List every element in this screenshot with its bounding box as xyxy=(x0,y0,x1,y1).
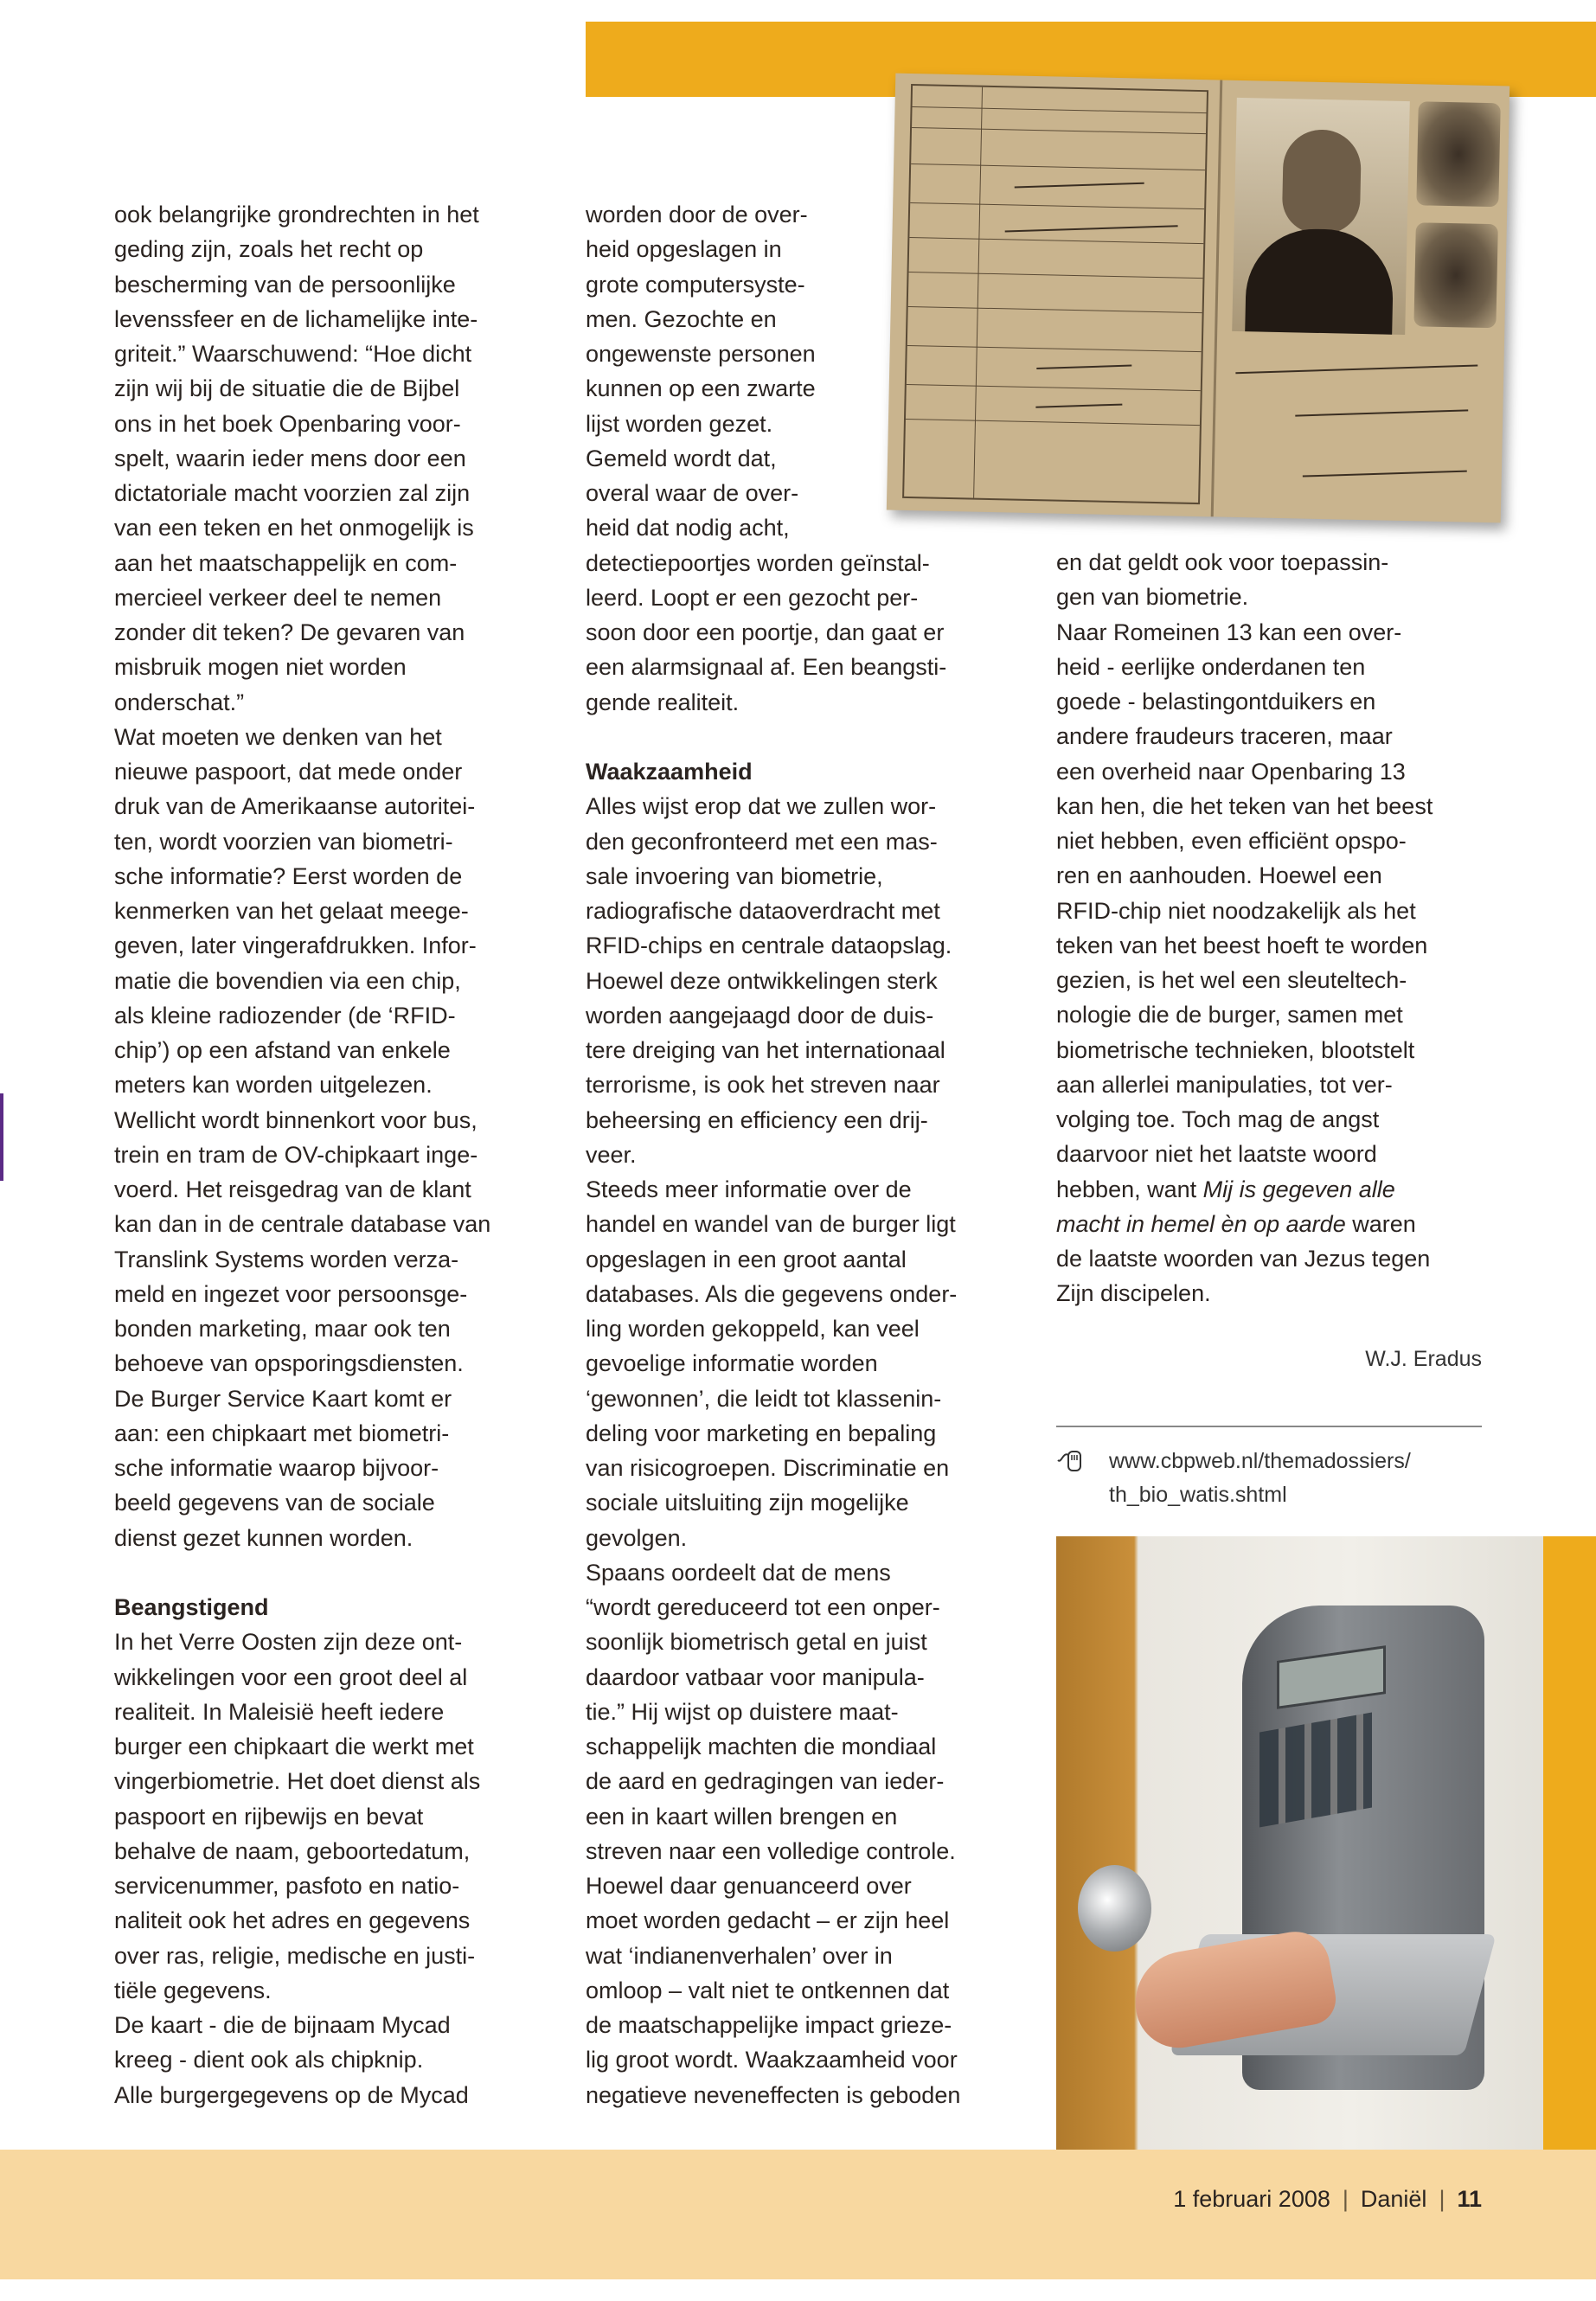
page-edge-marker xyxy=(0,1093,3,1181)
text-line: beeld gegevens van de sociale xyxy=(114,1490,435,1516)
handwriting xyxy=(1036,365,1131,369)
separator: | xyxy=(1439,2186,1445,2212)
text-line: RFID-chips en centrale dataopslag. xyxy=(586,933,952,959)
handwriting xyxy=(1015,183,1144,189)
text-line: levenssfeer en de lichamelijke inte- xyxy=(114,305,478,332)
text-line: ons in het boek Openbaring voor- xyxy=(114,410,461,437)
text-line: detectiepoortjes worden geïnstal- xyxy=(586,549,930,576)
footer-text xyxy=(1173,2186,1482,2213)
reference-link[interactable] xyxy=(1109,1445,1411,1512)
text-line: tere dreiging van het internationaal xyxy=(586,1037,945,1063)
text-line: aan het maatschappelijk en com- xyxy=(114,549,458,576)
scanner-keypad xyxy=(1259,1713,1372,1828)
text-line: Alles wijst erop dat we zullen wor- xyxy=(586,793,937,820)
text-line: misbruik mogen niet worden xyxy=(114,654,407,681)
text-line: zonder dit teken? De gevaren van xyxy=(114,619,465,645)
text-line: realiteit. In Maleisië heeft iedere xyxy=(114,1698,445,1725)
section-heading: Beangstigend xyxy=(114,1594,269,1620)
text-line: sche informatie? Eerst worden de xyxy=(114,862,463,889)
text-line: gen van biometrie. xyxy=(1056,584,1249,611)
page-number: 11 xyxy=(1457,2186,1482,2212)
text-line: leerd. Loopt er een gezocht per- xyxy=(586,584,919,611)
handwriting xyxy=(1035,404,1122,408)
text-line: de aard en gedragingen van ieder- xyxy=(586,1768,945,1795)
text-line: vingerbiometrie. Het doet dienst als xyxy=(114,1768,481,1795)
text-line: De Burger Service Kaart komt er xyxy=(114,1385,452,1412)
link-line-2[interactable]: th_bio_watis.shtml xyxy=(1109,1483,1287,1507)
text-line: nologie die de burger, samen met xyxy=(1056,1002,1403,1029)
text-line: biometrische technieken, blootstelt xyxy=(1056,1036,1415,1063)
text-line: tie.” Hij wijst op duistere maat- xyxy=(586,1698,899,1725)
text-line: een alarmsignaal af. Een beangsti- xyxy=(586,654,947,681)
section-heading: Waakzaamheid xyxy=(586,759,753,785)
text-line: een overheid naar Openbaring 13 xyxy=(1056,758,1406,785)
form-row xyxy=(913,106,1207,113)
hand-scanner-photo xyxy=(1056,1536,1549,2150)
text-line: Hoewel daar genuanceerd over xyxy=(586,1873,912,1899)
text-line: ren en aanhouden. Hoewel een xyxy=(1056,862,1382,889)
text-line: behalve de naam, geboortedatum, xyxy=(114,1837,471,1864)
text-line: over ras, religie, medische en justi- xyxy=(114,1942,476,1969)
text-line: heid - eerlijke onderdanen ten xyxy=(1056,653,1366,680)
text-line: een in kaart willen brengen en xyxy=(586,1803,898,1830)
form-row xyxy=(912,127,1206,134)
text-line xyxy=(1056,1207,1484,1241)
text-line: streven naar een volledige controle. xyxy=(586,1837,956,1864)
text-line: teken van het beest hoeft te worden xyxy=(1056,932,1428,958)
text-line: paspoort en rijbewijs en bevat xyxy=(114,1803,424,1830)
text-line: veer. xyxy=(586,1141,637,1168)
text-line: meters kan worden uitgelezen. xyxy=(114,1072,433,1099)
text-line: overal waar de over- xyxy=(586,480,799,506)
page-footer xyxy=(0,2150,1596,2279)
text-line: volging toe. Toch mag de angst xyxy=(1056,1106,1380,1132)
text-line: sociale uitsluiting zijn mogelijke xyxy=(586,1490,909,1516)
text-line: Steeds meer informatie over de xyxy=(586,1176,912,1202)
author-byline: W.J. Eradus xyxy=(1365,1347,1482,1371)
text-line: lijst worden gezet. xyxy=(586,410,773,437)
mouse-icon xyxy=(1056,1446,1087,1477)
text-line: heid dat nodig acht, xyxy=(586,515,790,542)
text-line: Alle burgergegevens op de Mycad xyxy=(114,2081,469,2108)
text-line: daarvoor niet het laatste woord xyxy=(1056,1141,1377,1168)
text-line: chip’) op een afstand van enkele xyxy=(114,1037,451,1063)
text-line: Translink Systems worden verza- xyxy=(114,1246,459,1272)
text-line: ling worden gekoppeld, kan veel xyxy=(586,1316,920,1342)
separator: | xyxy=(1342,2186,1349,2212)
text-line: lig groot wordt. Waakzaamheid voor xyxy=(586,2047,958,2073)
form-row xyxy=(911,163,1205,170)
text-line: schappelijk machten die mondiaal xyxy=(586,1734,937,1759)
portrait-photo xyxy=(1232,98,1410,335)
text-line: servicenummer, pasfoto en natio- xyxy=(114,1873,460,1899)
text-line: kreeg - dient ook als chipknip. xyxy=(114,2047,424,2073)
text-line: daardoor vatbaar voor manipula- xyxy=(586,1663,925,1690)
text-line: Naar Romeinen 13 kan een over- xyxy=(1056,619,1402,645)
text-line: kunnen op een zwarte xyxy=(586,375,816,402)
text-line: meld en ingezet voor persoonsge- xyxy=(114,1280,468,1307)
text-line: bonden marketing, maar ook ten xyxy=(114,1316,451,1342)
text-line: andere fraudeurs traceren, maar xyxy=(1056,723,1393,750)
portrait-head xyxy=(1282,129,1362,234)
text-line: moet worden gedacht – er zijn heel xyxy=(586,1907,950,1934)
text-line: grote computersyste- xyxy=(586,271,805,298)
article-column-3 xyxy=(1056,545,1484,1311)
text-line: negatieve neveneffecten is geboden xyxy=(586,2081,961,2108)
text-line: als kleine radiozender (de ‘RFID- xyxy=(114,1002,456,1029)
fingerprint xyxy=(1413,222,1497,328)
blank-line xyxy=(586,720,1014,754)
handwriting xyxy=(1005,225,1178,232)
side-accent-strip xyxy=(1543,1536,1596,2150)
text-segment: hebben, want xyxy=(1056,1176,1203,1202)
text-line: Zijn discipelen. xyxy=(1056,1280,1211,1307)
article-column-2 xyxy=(586,197,1014,2112)
text-line: trein en tram de OV-chipkaart inge- xyxy=(114,1141,478,1168)
text-line: dienst gezet kunnen worden. xyxy=(114,1524,413,1551)
signature xyxy=(1235,364,1477,374)
text-line: mercieel verkeer deel te nemen xyxy=(114,584,442,611)
text-line: Spaans oordeelt dat de mens xyxy=(586,1559,891,1586)
text-line: wikkelingen voor een groot deel al xyxy=(114,1663,468,1690)
text-line: burger een chipkaart die werkt met xyxy=(114,1734,474,1759)
text-line: worden door de over- xyxy=(586,202,808,228)
door-knob xyxy=(1078,1865,1151,1952)
text-line: terrorisme, is ook het streven naar xyxy=(586,1072,940,1099)
text-line: Wellicht wordt binnenkort voor bus, xyxy=(114,1106,478,1133)
text-line: bescherming van de persoonlijke xyxy=(114,271,456,298)
text-line: ongewenste personen xyxy=(586,341,816,367)
signature xyxy=(1295,409,1468,416)
text-line: gende realiteit. xyxy=(586,689,740,715)
text-line: opgeslagen in een groot aantal xyxy=(586,1246,907,1272)
text-line: gevolgen. xyxy=(586,1524,688,1551)
text-line: druk van de Amerikaanse autoritei- xyxy=(114,793,476,820)
text-line: sale invoering van biometrie, xyxy=(586,862,883,889)
text-line: beheersing en efficiency een drij- xyxy=(586,1106,928,1133)
text-line xyxy=(1056,1172,1484,1207)
text-line: “wordt gereduceerd tot een onper- xyxy=(586,1594,940,1620)
text-line: en dat geldt ook voor toepassin- xyxy=(1056,549,1389,575)
link-line-1[interactable]: www.cbpweb.nl/themadossiers/ xyxy=(1109,1449,1411,1473)
signature xyxy=(1303,471,1467,478)
text-line: tiële gegevens. xyxy=(114,1977,272,2003)
text-line: niet hebben, even efficiënt opspo- xyxy=(1056,828,1407,854)
fingerprint xyxy=(1416,101,1500,207)
text-line: omloop – valt niet te ontkennen dat xyxy=(586,1977,950,2003)
text-line: matie die bovendien via een chip, xyxy=(114,967,461,994)
text-line: geven, later vingerafdrukken. Infor- xyxy=(114,933,477,959)
text-line: griteit.” Waarschuwend: “Hoe dicht xyxy=(114,341,472,367)
text-line: handel en wandel van de burger ligt xyxy=(586,1211,956,1238)
text-line: ook belangrijke grondrechten in het xyxy=(114,202,479,228)
text-line: den geconfronteerd met een mas- xyxy=(586,828,938,855)
text-line: goede - belastingontduikers en xyxy=(1056,689,1376,715)
text-line: Gemeld wordt dat, xyxy=(586,445,777,471)
text-line: dictatoriale macht voorzien zal zijn xyxy=(114,480,471,506)
article-column-1 xyxy=(114,197,542,2112)
text-line: men. Gezochte en xyxy=(586,305,777,332)
passport-fold xyxy=(1211,80,1223,516)
text-line: wat ‘indianenverhalen’ over in xyxy=(586,1942,893,1969)
text-line: deling voor marketing en bepaling xyxy=(586,1420,937,1446)
text-line: onderschat.” xyxy=(114,689,245,715)
text-line: soonlijk biometrisch getal en juist xyxy=(586,1629,927,1656)
text-line: nieuwe paspoort, dat mede onder xyxy=(114,759,463,785)
text-line: worden aangejaagd door de duis- xyxy=(586,1002,934,1029)
issue-date: 1 februari 2008 xyxy=(1173,2186,1330,2212)
text-line: Wat moeten we denken van het xyxy=(114,723,442,750)
text-line: zijn wij bij de situatie die de Bijbel xyxy=(114,375,460,402)
text-line: voerd. Het reisgedrag van de klant xyxy=(114,1176,471,1202)
text-line: aan: een chipkaart met biometri- xyxy=(114,1420,450,1446)
text-line: spelt, waarin ieder mens door een xyxy=(114,445,466,471)
text-line: geding zijn, zoals het recht op xyxy=(114,236,424,263)
text-line: Hoewel deze ontwikkelingen sterk xyxy=(586,967,938,994)
text-line: De kaart - die de bijnaam Mycad xyxy=(114,2012,451,2038)
divider xyxy=(1056,1426,1482,1427)
text-line: radiografische dataoverdracht met xyxy=(586,898,940,924)
portrait-body xyxy=(1245,228,1394,335)
text-line: kan dan in de centrale database van xyxy=(114,1211,491,1238)
text-line: van een teken en het onmogelijk is xyxy=(114,515,474,542)
text-line: In het Verre Oosten zijn deze ont- xyxy=(114,1629,463,1656)
text-line: naliteit ook het adres en gegevens xyxy=(114,1907,471,1934)
text-segment: waren xyxy=(1345,1210,1416,1237)
magazine-name: Daniël xyxy=(1360,2186,1427,2212)
text-line: databases. Als die gegevens onder- xyxy=(586,1280,958,1307)
text-line: de maatschappelijke impact grieze- xyxy=(586,2012,952,2038)
text-line: soon door een poortje, dan gaat er xyxy=(586,619,945,645)
text-line: RFID-chip niet noodzakelijk als het xyxy=(1056,897,1416,924)
text-line: aan allerlei manipulaties, tot ver- xyxy=(1056,1071,1393,1098)
italic-quote: macht in hemel èn op aarde xyxy=(1056,1210,1346,1237)
text-line: van risicogroepen. Discriminatie en xyxy=(586,1455,950,1481)
italic-quote: Mij is gegeven alle xyxy=(1202,1176,1395,1202)
text-line: ten, wordt voorzien van biometri- xyxy=(114,828,453,855)
text-line: heid opgeslagen in xyxy=(586,236,782,263)
text-line: gezien, is het wel een sleuteltech- xyxy=(1056,967,1407,993)
text-line: kan hen, die het teken van het beest xyxy=(1056,792,1433,819)
text-line: gevoelige informatie worden xyxy=(586,1350,878,1377)
blank-line xyxy=(114,1555,542,1590)
text-line: kenmerken van het gelaat meege- xyxy=(114,898,469,924)
text-line: behoeve van opsporingsdiensten. xyxy=(114,1350,464,1377)
text-line: sche informatie waarop bijvoor- xyxy=(114,1455,439,1481)
text-line: de laatste woorden van Jezus tegen xyxy=(1056,1246,1431,1272)
text-line: ‘gewonnen’, die leidt tot klassenin- xyxy=(586,1385,942,1412)
